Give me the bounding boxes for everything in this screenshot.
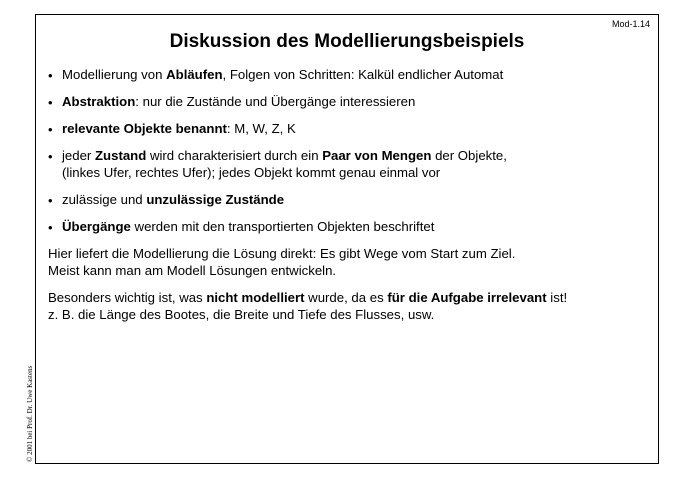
emphasized-text: relevante Objekte benannt — [62, 121, 227, 136]
text-segment: wird charakterisiert durch ein — [146, 148, 323, 163]
text-segment: Besonders wichtig ist, was — [48, 290, 207, 305]
text-segment: Meist kann man am Modell Lösungen entwickeln. — [48, 263, 337, 278]
bullet-dot-icon: • — [48, 193, 53, 208]
emphasized-text: unzulässige Zustände — [146, 192, 285, 207]
text-segment: : M, W, Z, K — [226, 121, 296, 136]
bullet-dot-icon: • — [48, 149, 53, 164]
emphasized-text: Abläufen — [166, 67, 223, 82]
text-segment: Modellierung von — [62, 67, 167, 82]
bullet-dot-icon: • — [48, 122, 53, 137]
text-line — [48, 289, 648, 306]
text-line — [48, 245, 648, 262]
bullet-item — [48, 93, 638, 110]
text-line — [62, 191, 638, 208]
emphasized-text: Übergänge — [62, 219, 131, 234]
copyright-note: © 2001 bei Prof. Dr. Uwe Kastens — [26, 365, 34, 462]
text-line — [62, 120, 638, 137]
slide-frame — [35, 14, 659, 464]
text-segment: zulässige und — [62, 192, 147, 207]
paragraph-2 — [48, 289, 648, 323]
text-line — [48, 262, 648, 279]
text-segment: jeder — [62, 148, 95, 163]
text-segment: (linkes Ufer, rechtes Ufer); jedes Objekt kommt genau einmal vor — [62, 165, 441, 180]
text-line — [62, 93, 638, 110]
text-segment: : nur die Zustände und Übergänge interessieren — [135, 94, 416, 109]
text-segment: werden mit den transportierten Objekten beschriftet — [130, 219, 435, 234]
text-line — [48, 306, 648, 323]
text-line — [62, 66, 638, 83]
bullet-dot-icon: • — [48, 95, 53, 110]
emphasized-text: Abstraktion — [62, 94, 136, 109]
emphasized-text: Paar von Mengen — [322, 148, 432, 163]
slide-id: Mod-1.14 — [611, 19, 650, 29]
emphasized-text: nicht modelliert — [206, 290, 305, 305]
paragraph-1 — [48, 245, 648, 279]
emphasized-text: Zustand — [95, 148, 147, 163]
bullet-item — [48, 66, 638, 83]
emphasized-text: für die Aufgabe irrelevant — [387, 290, 547, 305]
text-line — [62, 147, 638, 164]
bullet-list — [48, 66, 638, 245]
text-line — [62, 218, 638, 235]
bullet-dot-icon: • — [48, 68, 53, 83]
text-segment: , Folgen von Schritten: Kalkül endlicher Automat — [222, 67, 504, 82]
text-segment: Hier liefert die Modellierung die Lösung direkt: Es gibt Wege vom Start zum Ziel. — [48, 246, 516, 261]
slide-title: Diskussion des Modellierungsbeispiels — [169, 31, 525, 52]
bullet-item — [48, 191, 638, 208]
bullet-item — [48, 120, 638, 137]
bullet-item — [48, 147, 638, 181]
bullet-item — [48, 218, 638, 235]
text-segment: wurde, da es — [304, 290, 388, 305]
text-segment: z. B. die Länge des Bootes, die Breite und Tiefe des Flusses, usw. — [48, 307, 435, 322]
bullet-dot-icon: • — [48, 220, 53, 235]
text-segment: ist! — [546, 290, 568, 305]
text-segment: der Objekte, — [431, 148, 507, 163]
text-line — [62, 164, 638, 181]
